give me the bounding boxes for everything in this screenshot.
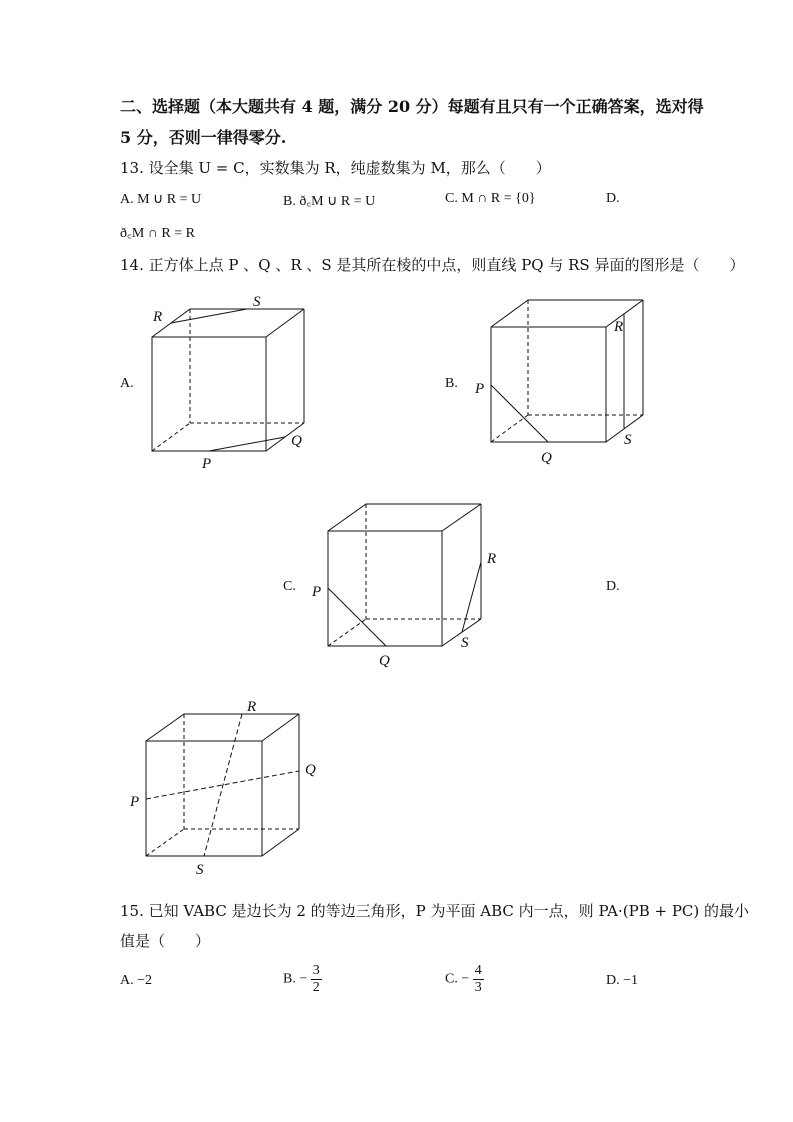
fig-b-point-s: S: [624, 432, 632, 448]
fig-a-point-p: P: [202, 456, 212, 472]
q15-option-c: [445, 963, 484, 996]
q13-option-a: A. M ∪ R = U: [120, 192, 202, 207]
q15-option-a: A. −2: [120, 973, 153, 988]
q14-option-b-label: B.: [445, 376, 458, 391]
q13-stem: 13. 设全集 U = C，实数集为 R，纯虚数集为 M，那么（ ）: [120, 159, 551, 177]
section-title-line1: 二、选择题（本大题共有 4 题，满分 20 分）每题有且只有一个正确答案，选对得: [120, 97, 704, 116]
q14-option-c-label: C.: [283, 579, 296, 594]
q15-option-b: [283, 963, 322, 996]
q15-stem: 15. 已知 VABC 是边长为 2 的等边三角形，P 为平面 ABC 内一点，则 PA·(PB + PC) 的最小: [120, 902, 750, 920]
q15-option-c-fraction: [473, 963, 484, 996]
q13-option-b: B. ð꜀M ∪ R = U: [283, 194, 376, 209]
fig-c-point-q: Q: [379, 653, 390, 669]
q13-option-d-label: D.: [606, 191, 620, 206]
q14-option-d-label: D.: [606, 579, 620, 594]
fig-d-point-p: P: [130, 794, 140, 810]
fig-b-point-p: P: [475, 381, 485, 397]
section-title-line2: 5 分，否则一律得零分.: [120, 128, 287, 147]
fig-c-point-s: S: [461, 635, 469, 651]
q15-option-b-numerator: 3: [312, 963, 320, 978]
q14-stem: 14. 正方体上点 P 、Q 、R 、S 是其所在棱的中点，则直线 PQ 与 RS 异面的图形是（ ）: [120, 256, 745, 274]
q13-option-d-text: ð꜀M ∩ R = R: [120, 226, 195, 241]
q14-option-a-label: A.: [120, 376, 134, 391]
q15-stem-cont: 值是（ ）: [120, 932, 211, 950]
q15-option-c-denominator: 3: [474, 980, 482, 995]
fig-a-point-q: Q: [291, 433, 302, 449]
fig-a-point-s: S: [253, 294, 261, 310]
q15-option-b-prefix: B. −: [283, 971, 308, 987]
q15-option-b-denominator: 2: [312, 980, 320, 995]
fig-d-point-s: S: [196, 862, 204, 878]
fig-b-point-q: Q: [541, 450, 552, 466]
fig-c-point-r: R: [487, 551, 497, 567]
q15-option-d: D. −1: [606, 973, 639, 988]
fig-b-point-r: R: [614, 319, 624, 335]
q15-option-b-fraction: [311, 963, 322, 996]
fig-c-point-p: P: [312, 584, 322, 600]
fig-a-point-r: R: [153, 309, 163, 325]
fig-d-point-r: R: [247, 699, 257, 715]
q13-option-c: C. M ∩ R = {0}: [445, 191, 536, 206]
q15-option-c-prefix: C. −: [445, 971, 470, 987]
fig-d-point-q: Q: [305, 762, 316, 778]
q15-option-c-numerator: 4: [474, 963, 482, 978]
